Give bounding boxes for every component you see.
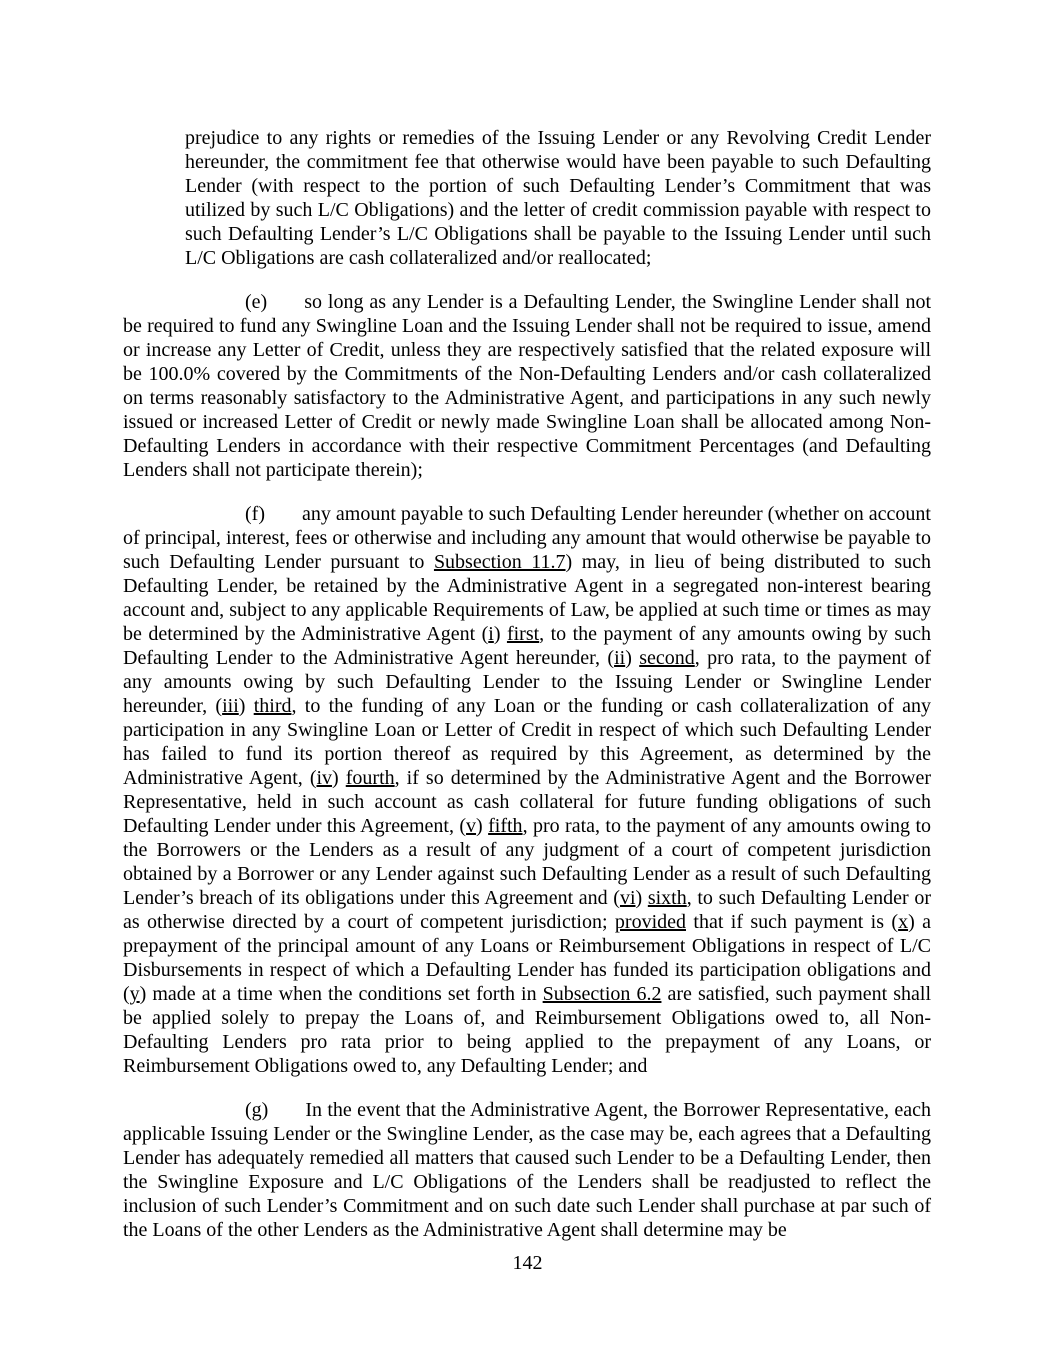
text-run: , if so determined by the Administrative Agent and the Borrower Representative, held in such account as cash collateral for future funding obligations of such Defaulting Lender under this Agreement, ( bbox=[123, 767, 931, 837]
document-body bbox=[123, 126, 931, 1262]
underlined-text: sixth bbox=[647, 887, 687, 909]
underlined-text: vi bbox=[619, 887, 636, 909]
underlined-text: v bbox=[466, 815, 477, 837]
text-run: ) bbox=[625, 647, 640, 669]
paragraph bbox=[185, 126, 931, 270]
underlined-text: fourth bbox=[345, 767, 395, 789]
paragraph bbox=[123, 1098, 931, 1242]
text-run: ) bbox=[332, 767, 346, 789]
underlined-text: iii bbox=[222, 695, 239, 717]
underlined-text: first bbox=[506, 623, 540, 645]
paragraph-label: (f) bbox=[245, 503, 265, 525]
text-run: ) bbox=[476, 815, 489, 837]
underlined-text: fifth bbox=[488, 815, 523, 837]
text-run: ) made at a time when the conditions set forth in bbox=[139, 983, 543, 1005]
text-run: ) may, in lieu of being distributed to such Defaulting Lender, be retained by the Administrative Agent in a segregated non-interest bearing account and, subject to any applicable Requirements of Law, be applied at such time or times as may be determined by the Administrative Agent ( bbox=[123, 551, 932, 645]
underlined-text: y bbox=[129, 983, 140, 1005]
page-number: 142 bbox=[512, 1252, 543, 1274]
text-run: In the event that the Administrative Agent, the Borrower Representative, each applicable Issuing Lender or the Swingline Lender, as the case may be, each agrees that a Defaulting Lender has adequately remedied all matters that caused such Lender to be a Defaulting Lender, then the Swingline Exposure and L/C Obligations of the Lenders shall be readjusted to reflect the inclusion of such Lender’s Commitment and on such date such Lender shall purchase at par such of the Loans of the other Lenders as the Administrative Agent shall determine may be bbox=[123, 1099, 931, 1241]
text-run: , pro rata, to the payment of any amounts owing to the Borrowers or the Lenders as a result of any judgment of a court of competent jurisdiction obtained by a Borrower or any Lender against such Defaulting Lender as a result of such Defaulting Lender’s breach of its obligations under this Agreement and ( bbox=[123, 815, 931, 909]
text-run: , to the funding of any Loan or the funding or cash collateralization of any participation in any Swingline Loan or Letter of Credit in respect of which such Defaulting Lender has failed to fund its portion thereof as required by this Agreement, as determined by the Administrative Agent, ( bbox=[123, 695, 931, 789]
underlined-text: second bbox=[639, 647, 695, 669]
text-run: ) bbox=[635, 887, 648, 909]
underlined-text: x bbox=[898, 911, 909, 933]
underlined-text: third bbox=[253, 695, 292, 717]
paragraph bbox=[123, 502, 931, 1078]
text-run: ) bbox=[238, 695, 254, 717]
underlined-text: ii bbox=[614, 647, 626, 669]
underlined-text: provided bbox=[614, 911, 686, 933]
text-run: ) bbox=[493, 623, 507, 645]
text-run: are satisfied, such payment shall be applied solely to prepay the Loans of, and Reimbursement Obligations owed to, all Non-Defaulting Lenders pro rata prior to being applied to the prepayment of any Loans, or Reimbursement Obligations owed to, any Defaulting Lender; and bbox=[123, 983, 931, 1077]
text-run: , pro rata, to the payment of any amounts owing by such Defaulting Lender to the Issuing Lender or Swingline Lender hereunder, ( bbox=[123, 647, 931, 717]
text-run: , to such Defaulting Lender or as otherwise directed by a court of competent jurisdiction; bbox=[123, 887, 931, 933]
text-run: that if such payment is ( bbox=[686, 911, 899, 933]
text-run: ) a prepayment of the principal amount of any Loans or Reimbursement Obligations in respect of L/C Disbursements in respect of which a Defaulting Lender has funded its participation obligations and ( bbox=[123, 911, 931, 1005]
text-run: prejudice to any rights or remedies of the Issuing Lender or any Revolving Credit Lender hereunder, the commitment fee that otherwise would have been payable to such Defaulting Lender (with respect to the portion of such Defaulting Lender’s Commitment that was utilized by such L/C Obligations) and the letter of credit commission payable with respect to such Defaulting Lender’s L/C Obligations shall be payable to the Issuing Lender until such L/C Obligations are cash collateralized and/or reallocated; bbox=[185, 127, 931, 269]
paragraph bbox=[123, 290, 931, 482]
underlined-text: iv bbox=[316, 767, 333, 789]
text-run: , to the payment of any amounts owing by such Defaulting Lender to the Administrative Agent hereunder, ( bbox=[123, 623, 931, 669]
text-run: so long as any Lender is a Defaulting Lender, the Swingline Lender shall not be required to fund any Swingline Loan and the Issuing Lender shall not be required to issue, amend or increase any Letter of Credit, unless they are respectively satisfied that the related exposure will be 100.0% covered by the Commitments of the Non-Defaulting Lenders and/or cash collateralized on terms reasonably satisfactory to the Administrative Agent, and participations in any such newly issued or increased Letter of Credit or newly made Swingline Loan shall be allocated among Non-Defaulting Lenders in accordance with their respective Commitment Percentages (and Defaulting Lenders shall not participate therein); bbox=[123, 291, 931, 481]
underlined-text: Subsection 6.2 bbox=[542, 983, 662, 1005]
paragraph-label: (e) bbox=[245, 291, 268, 313]
paragraph-label: (g) bbox=[245, 1099, 269, 1121]
text-run: any amount payable to such Defaulting Lender hereunder (whether on account of principal, interest, fees or otherwise and including any amount that would otherwise be payable to such Defaulting Lender pursuant to bbox=[123, 503, 931, 573]
underlined-text: Subsection 11.7 bbox=[433, 551, 566, 573]
underlined-text: i bbox=[488, 623, 494, 645]
